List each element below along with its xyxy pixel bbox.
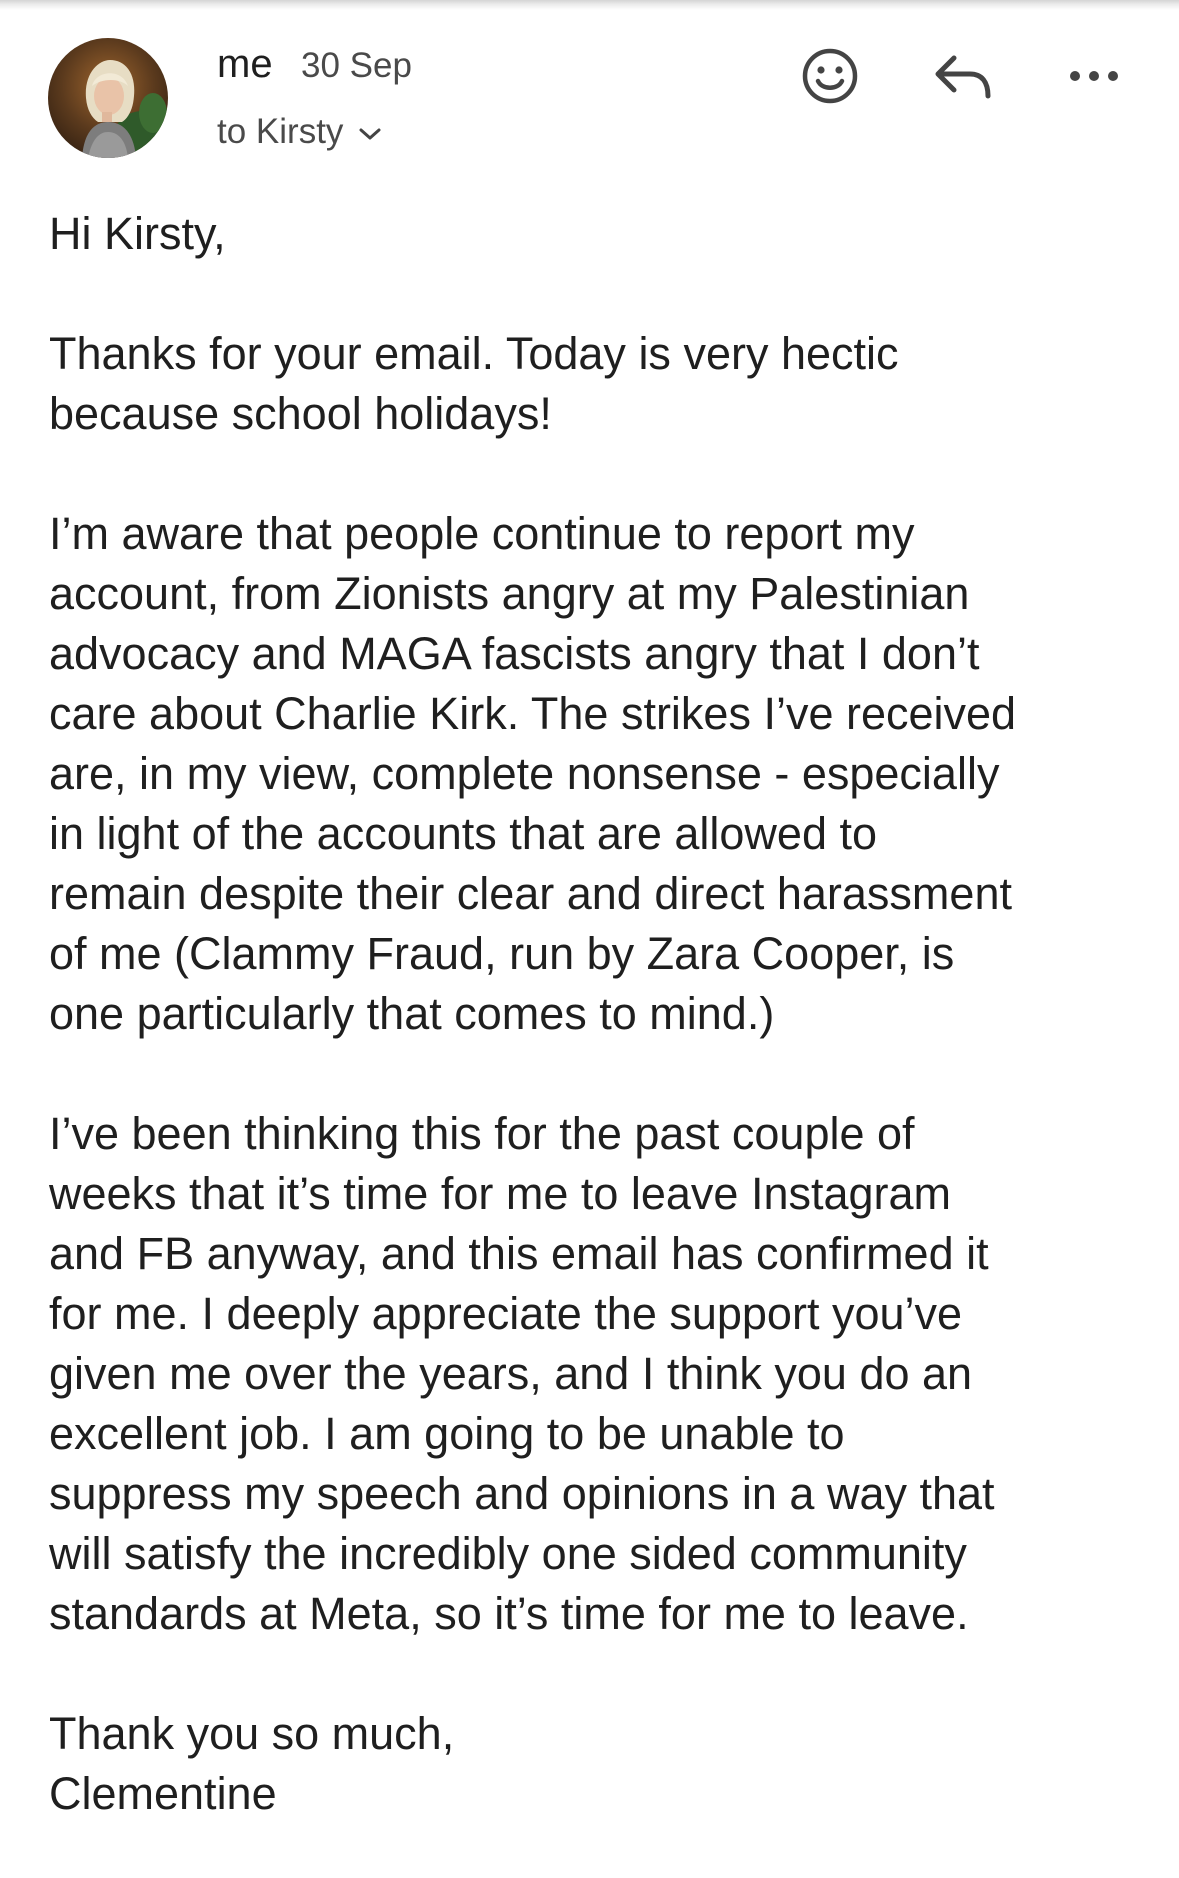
chevron-down-icon — [357, 126, 383, 142]
message-greeting: Hi Kirsty, — [49, 208, 226, 259]
sent-date: 30 Sep — [301, 46, 412, 85]
reply-button[interactable] — [931, 46, 995, 106]
avatar-photo-icon — [48, 38, 168, 158]
recipient-details-toggle[interactable] — [217, 112, 383, 152]
message-paragraph-1: Thanks for your email. Today is very hectic because school holidays! — [49, 328, 899, 439]
sender-avatar[interactable] — [48, 38, 168, 158]
more-options-button[interactable] — [1064, 56, 1124, 96]
message-body — [49, 204, 1159, 1824]
sender-name: me — [217, 42, 273, 86]
more-horizontal-icon — [1068, 69, 1120, 83]
recipient-label: to Kirsty — [217, 112, 344, 151]
message-header — [0, 0, 1179, 180]
message-paragraph-3: I’ve been thinking this for the past couple of weeks that it’s time for me to leave Instagram and FB anyway, and this email has confirmed it for me. I deeply appreciate the support you’ve given me over the years, and I think you do an excellent job. I am going to be unable to suppress my speech and opinions in a way that will satisfy the incredibly one sided community standards at Meta, so it’s time for me to leave. — [49, 1108, 995, 1639]
add-reaction-button[interactable] — [798, 44, 862, 108]
smiley-icon — [800, 46, 860, 106]
reply-arrow-icon — [932, 50, 994, 102]
message-closing: Thank you so much, Clementine — [49, 1708, 455, 1819]
message-paragraph-2: I’m aware that people continue to report my account, from Zionists angry at my Palestinian advocacy and MAGA fascists angry that I don’t care about Charlie Kirk. The strikes I’ve received are, in my view, complete nonsense - especially in light of the accounts that are allowed to remain despite their clear and direct harassment of me (Clammy Fraud, run by Zara Cooper, is one particularly that comes to mind.) — [49, 508, 1017, 1039]
